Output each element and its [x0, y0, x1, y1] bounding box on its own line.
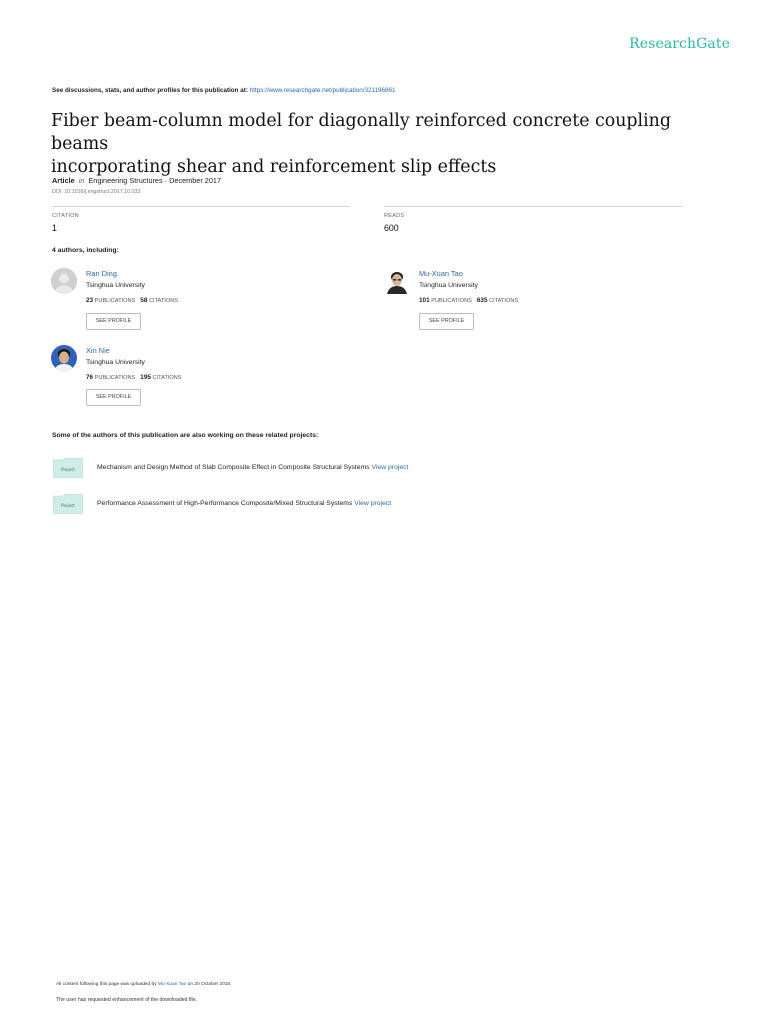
citation-divider [52, 206, 350, 207]
discussions-line [52, 87, 396, 94]
citations-label: CITATIONS [152, 375, 182, 381]
project-folder-icon [53, 494, 83, 514]
see-profile-button[interactable]: SEE PROFILE [419, 313, 474, 330]
project-icon-label: Project [61, 467, 75, 472]
see-profile-button[interactable]: SEE PROFILE [86, 389, 141, 406]
publication-link[interactable]: https://www.researchgate.net/publication/321196861 [249, 87, 396, 94]
publications-label: PUBLICATIONS [94, 375, 136, 381]
view-project-link[interactable]: View project [354, 500, 392, 507]
author-avatar-mu-xuan-tao[interactable] [384, 268, 410, 294]
citation-label: CITATION [52, 213, 79, 219]
upload-note [56, 982, 231, 987]
citations-count: 195 [140, 374, 151, 381]
upload-suffix: on 20 October 2018. [187, 982, 232, 987]
person-placeholder-icon [51, 268, 77, 294]
project-title: Mechanism and Design Method of Slab Composite Effect in Composite Structural Systems [97, 464, 370, 471]
in-label: in [78, 176, 85, 185]
author-stats [86, 297, 178, 304]
view-project-link[interactable]: View project [371, 464, 409, 471]
project-title: Performance Assessment of High-Performance Composite/Mixed Structural Systems [97, 500, 353, 507]
researchgate-logo[interactable]: ResearchGate [629, 36, 730, 52]
project-item [97, 464, 408, 471]
related-projects-heading: Some of the authors of this publication are also working on these related projects: [52, 432, 319, 439]
reads-label: READS [384, 213, 405, 219]
see-profile-button[interactable]: SEE PROFILE [86, 313, 141, 330]
citations-count: 58 [140, 297, 148, 304]
paper-title-line-1: Fiber beam-column model for diagonally reinforced concrete coupling beams [51, 111, 672, 154]
author-stats [419, 297, 518, 304]
doi: DOI: 10.1016/j.engstruct.2017.10.033 [52, 189, 141, 195]
author-name-xin-nie[interactable]: Xin Nie [86, 346, 110, 355]
citations-label: CITATIONS [489, 298, 519, 304]
author-avatar-ran-ding[interactable] [51, 268, 77, 294]
author-avatar-xin-nie[interactable] [51, 345, 77, 371]
citations-label: CITATIONS [148, 298, 178, 304]
reads-value: 600 [384, 223, 399, 233]
discussions-text: See discussions, stats, and author profiles for this publication at: [52, 87, 248, 94]
publications-count: 76 [86, 374, 94, 381]
author-institution: Tsinghua University [86, 359, 145, 366]
author-stats [86, 374, 182, 381]
paper-title [51, 110, 731, 179]
author-photo [51, 345, 77, 371]
citations-count: 635 [476, 297, 488, 304]
project-folder-icon [53, 458, 83, 478]
paper-title-line-2: incorporating shear and reinforcement slip effects [51, 157, 497, 177]
author-name-mu-xuan-tao[interactable]: Mu-Xuan Tao [419, 269, 463, 278]
publications-count: 101 [419, 297, 430, 304]
upload-prefix: All content following this page was uploaded by [56, 982, 157, 987]
citation-value: 1 [52, 223, 57, 233]
author-institution: Tsinghua University [419, 282, 478, 289]
enhancement-note: The user has requested enhancement of the downloaded file. [56, 997, 198, 1003]
journal-date: Engineering Structures · December 2017 [88, 176, 222, 185]
project-item [97, 500, 391, 507]
authors-heading: 4 authors, including: [52, 247, 119, 254]
uploader-link[interactable]: Mu-Xuan Tao [157, 982, 187, 987]
publications-label: PUBLICATIONS [431, 298, 472, 304]
author-photo [384, 268, 410, 294]
author-institution: Tsinghua University [86, 282, 145, 289]
reads-divider [384, 206, 683, 207]
author-name-ran-ding[interactable]: Ran Ding [86, 269, 117, 278]
publications-label: PUBLICATIONS [94, 298, 136, 304]
article-info [52, 176, 221, 185]
publications-count: 23 [86, 297, 94, 304]
project-icon-label: Project [61, 503, 75, 508]
article-type: Article [52, 176, 75, 185]
